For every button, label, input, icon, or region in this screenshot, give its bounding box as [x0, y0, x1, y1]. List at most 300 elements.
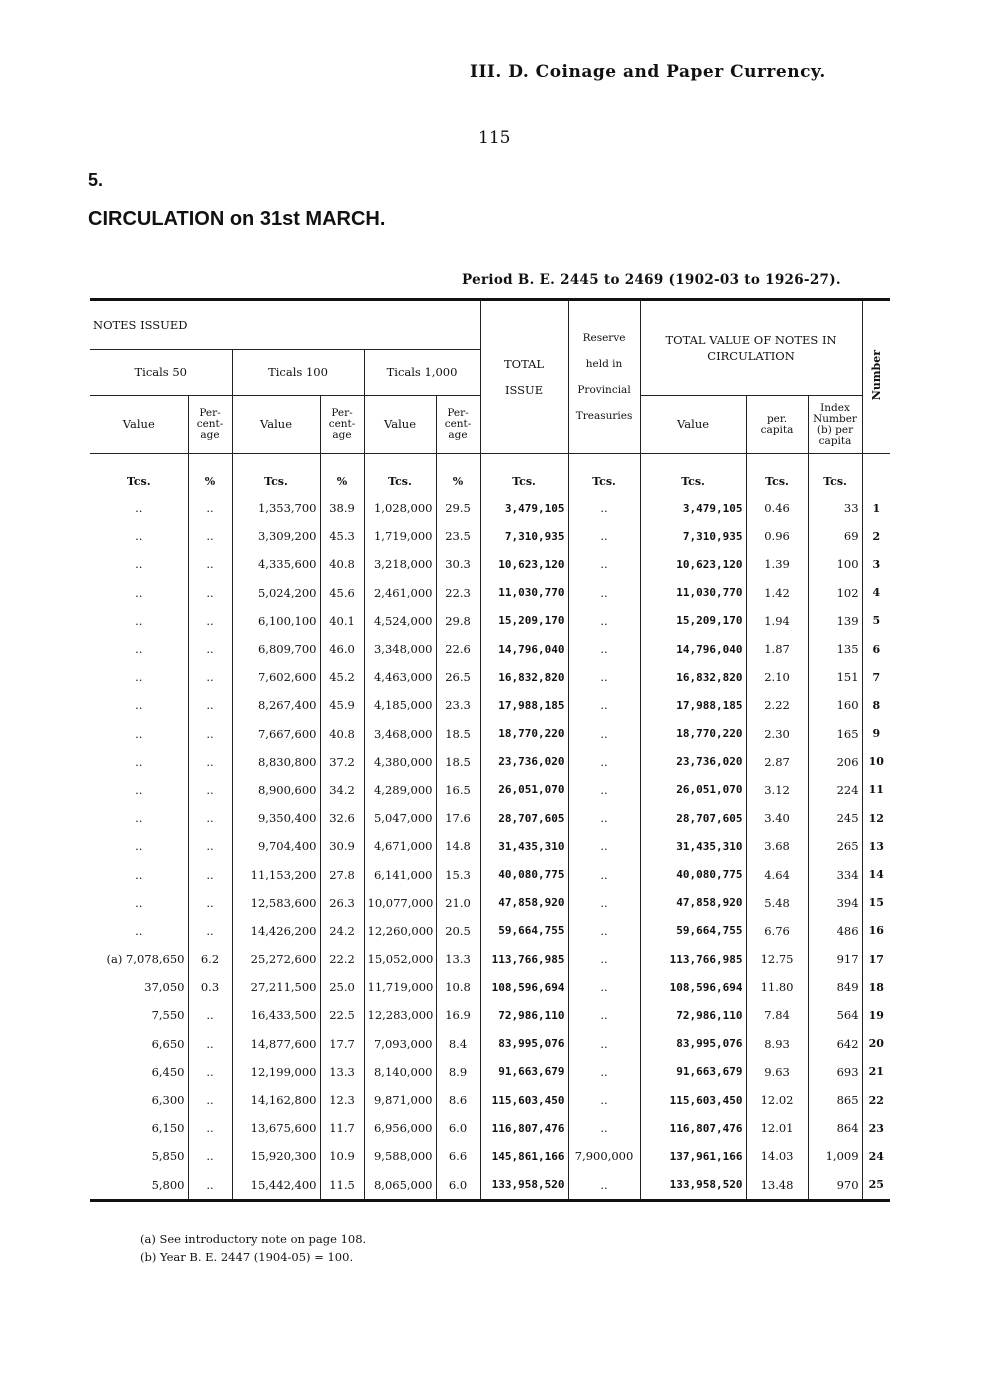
ticals-1000-percentage-cell: 8.6 — [436, 1086, 480, 1114]
ticals-100-percentage-cell: 13.3 — [320, 1058, 364, 1086]
ticals-100-percentage-cell: 38.9 — [320, 494, 364, 522]
ticals-1000-percentage-cell: 6.0 — [436, 1171, 480, 1201]
total-issue-cell: 31,435,310 — [480, 832, 568, 860]
reserve-cell: 7,900,000 — [568, 1142, 640, 1170]
index-number-cell: 245 — [808, 804, 862, 832]
per-capita-cell: 1.39 — [746, 550, 808, 578]
number-header — [862, 300, 890, 454]
ticals-50-percentage-cell: .. — [188, 1086, 232, 1114]
ticals-50-value-cell: .. — [135, 613, 143, 628]
ticals-100-value-cell: 14,162,800 — [232, 1086, 320, 1114]
per-capita-cell: 6.76 — [746, 917, 808, 945]
index-number-header: Index Number (b) per capita — [808, 396, 862, 454]
unit-cell: Tcs. — [480, 454, 568, 495]
unit-cell: Tcs. — [232, 454, 320, 495]
reserve-cell: .. — [568, 494, 640, 522]
index-number-cell: 69 — [808, 522, 862, 550]
ticals-1000-percentage-cell: 16.9 — [436, 1001, 480, 1029]
ticals-100-percentage-cell: 32.6 — [320, 804, 364, 832]
ticals-100-value-cell: 11,153,200 — [232, 860, 320, 888]
index-number-cell: 206 — [808, 748, 862, 776]
per-capita-cell: 9.63 — [746, 1058, 808, 1086]
per-capita-cell: 7.84 — [746, 1001, 808, 1029]
ticals-1000-value-cell: 12,283,000 — [364, 1001, 436, 1029]
total-issue-cell: 26,051,070 — [480, 776, 568, 804]
reserve-cell: .. — [568, 1171, 640, 1201]
table-row — [90, 1171, 890, 1201]
number-label: Number — [869, 350, 883, 401]
index-number-cell: 100 — [808, 550, 862, 578]
per-capita-cell: 3.12 — [746, 776, 808, 804]
index-number-cell: 165 — [808, 720, 862, 748]
ticals-50-percentage-cell: .. — [188, 748, 232, 776]
ticals-100-value-cell: 12,583,600 — [232, 889, 320, 917]
ticals-100-percentage-cell: 10.9 — [320, 1142, 364, 1170]
ticals-50-value-cell: .. — [135, 642, 143, 657]
ticals-1000-value-cell: 4,380,000 — [364, 748, 436, 776]
ticals-50-value-cell: .. — [135, 782, 143, 797]
ticals-50-value-cell: .. — [135, 754, 143, 769]
per-capita-cell: 13.48 — [746, 1171, 808, 1201]
reserve-cell: .. — [568, 1058, 640, 1086]
ticals-100-percentage-cell: 30.9 — [320, 832, 364, 860]
ticals-100-value-cell: 8,900,600 — [232, 776, 320, 804]
table-row — [90, 804, 890, 832]
ticals-1000-percentage-cell: 29.5 — [436, 494, 480, 522]
circulation-value-cell: 59,664,755 — [640, 917, 746, 945]
circulation-value-cell: 116,807,476 — [640, 1114, 746, 1142]
total-value-label: TOTAL VALUE OF NOTES IN CIRCULATION — [665, 333, 837, 363]
per-capita-cell: 12.75 — [746, 945, 808, 973]
row-number-cell: 14 — [862, 860, 890, 888]
ticals-100-value-header: Value — [232, 396, 320, 454]
ticals-1000-percentage-cell: 18.5 — [436, 748, 480, 776]
unit-cell: Tcs. — [640, 454, 746, 495]
ticals-100-value-cell: 7,667,600 — [232, 720, 320, 748]
ticals-50-value-cell: 5,800 — [151, 1177, 185, 1192]
ticals-50-percentage-cell: .. — [188, 889, 232, 917]
index-number-cell: 33 — [808, 494, 862, 522]
row-number-cell: 7 — [862, 663, 890, 691]
ticals-50-value-cell: .. — [135, 585, 143, 600]
ticals-50-percentage-cell: .. — [188, 804, 232, 832]
reserve-header — [568, 300, 640, 454]
circulation-value-cell: 113,766,985 — [640, 945, 746, 973]
reserve-cell: .. — [568, 1114, 640, 1142]
row-number-cell: 22 — [862, 1086, 890, 1114]
unit-cell: Tcs. — [364, 454, 436, 495]
ticals-50-percentage-header: Per-cent-age — [188, 396, 232, 454]
table-row — [90, 663, 890, 691]
index-number-cell: 865 — [808, 1086, 862, 1114]
index-number-cell: 486 — [808, 917, 862, 945]
circulation-value-cell: 14,796,040 — [640, 635, 746, 663]
ticals-100-value-cell: 5,024,200 — [232, 579, 320, 607]
index-number-cell: 265 — [808, 832, 862, 860]
ticals-100-percentage-cell: 45.2 — [320, 663, 364, 691]
ticals-50-value-cell: .. — [135, 895, 143, 910]
index-number-cell: 135 — [808, 635, 862, 663]
row-number-cell: 24 — [862, 1142, 890, 1170]
total-issue-cell: 17,988,185 — [480, 691, 568, 719]
ticals-100-value-cell: 16,433,500 — [232, 1001, 320, 1029]
reserve-cell: .. — [568, 663, 640, 691]
reserve-cell: .. — [568, 889, 640, 917]
ticals-100-value-cell: 1,353,700 — [232, 494, 320, 522]
table-row — [90, 1114, 890, 1142]
total-issue-cell: 23,736,020 — [480, 748, 568, 776]
unit-cell: % — [320, 454, 364, 495]
per-capita-cell: 2.30 — [746, 720, 808, 748]
circulation-value-cell: 11,030,770 — [640, 579, 746, 607]
unit-cell: % — [188, 454, 232, 495]
table-row — [90, 607, 890, 635]
ticals-100-percentage-cell: 12.3 — [320, 1086, 364, 1114]
row-number-cell: 18 — [862, 973, 890, 1001]
ticals-1000-percentage-cell: 23.3 — [436, 691, 480, 719]
ticals-100-value-cell: 14,426,200 — [232, 917, 320, 945]
table-row — [90, 720, 890, 748]
ticals-1000-value-cell: 15,052,000 — [364, 945, 436, 973]
reserve-cell: .. — [568, 720, 640, 748]
ticals-1000-value-cell: 6,141,000 — [364, 860, 436, 888]
total-value-header — [640, 300, 862, 396]
ticals-1000-value-cell: 4,671,000 — [364, 832, 436, 860]
reserve-cell: .. — [568, 776, 640, 804]
row-number-cell: 13 — [862, 832, 890, 860]
ticals-100-percentage-cell: 37.2 — [320, 748, 364, 776]
ticals-100-percentage-cell: 34.2 — [320, 776, 364, 804]
circulation-value-cell: 28,707,605 — [640, 804, 746, 832]
per-capita-cell: 4.64 — [746, 860, 808, 888]
ticals-50-percentage-cell: .. — [188, 663, 232, 691]
row-number-cell: 6 — [862, 635, 890, 663]
ticals-50-percentage-cell: .. — [188, 776, 232, 804]
table-row — [90, 889, 890, 917]
ticals-1000-value-header: Value — [364, 396, 436, 454]
ticals-100-percentage-cell: 24.2 — [320, 917, 364, 945]
ticals-50-percentage-cell: .. — [188, 860, 232, 888]
total-issue-cell: 7,310,935 — [480, 522, 568, 550]
circulation-value-cell: 7,310,935 — [640, 522, 746, 550]
index-number-cell: 224 — [808, 776, 862, 804]
table-row — [90, 945, 890, 973]
table-body — [90, 494, 890, 1200]
index-number-cell: 394 — [808, 889, 862, 917]
per-capita-header: per. capita — [746, 396, 808, 454]
per-capita-cell: 0.46 — [746, 494, 808, 522]
circulation-value-cell: 31,435,310 — [640, 832, 746, 860]
per-capita-cell: 12.02 — [746, 1086, 808, 1114]
notes-issued-header: NOTES ISSUED — [90, 300, 480, 350]
total-issue-cell: 18,770,220 — [480, 720, 568, 748]
reserve-cell: .. — [568, 860, 640, 888]
ticals-100-percentage-cell: 45.6 — [320, 579, 364, 607]
ticals-50-value-cell: .. — [135, 698, 143, 713]
circulation-value-cell: 18,770,220 — [640, 720, 746, 748]
ticals-50-percentage-cell: 0.3 — [188, 973, 232, 1001]
per-capita-cell: 2.22 — [746, 691, 808, 719]
ticals-1000-percentage-cell: 15.3 — [436, 860, 480, 888]
per-capita-cell: 3.40 — [746, 804, 808, 832]
index-number-cell: 642 — [808, 1030, 862, 1058]
per-capita-cell: 2.10 — [746, 663, 808, 691]
ticals-100-percentage-cell: 25.0 — [320, 973, 364, 1001]
ticals-50-value-cell: .. — [135, 923, 143, 938]
ticals-50-value-cell: 6,300 — [151, 1093, 185, 1108]
ticals-50-percentage-cell: .. — [188, 579, 232, 607]
ticals-50-value-cell: 5,850 — [151, 1149, 185, 1164]
row-number-cell: 21 — [862, 1058, 890, 1086]
table-title: CIRCULATION on 31st MARCH. — [88, 208, 386, 230]
table-row — [90, 522, 890, 550]
ticals-1000-value-cell: 6,956,000 — [364, 1114, 436, 1142]
ticals-1000-percentage-cell: 22.6 — [436, 635, 480, 663]
table-row — [90, 860, 890, 888]
per-capita-cell: 1.42 — [746, 579, 808, 607]
ticals-100-percentage-cell: 26.3 — [320, 889, 364, 917]
row-number-cell: 19 — [862, 1001, 890, 1029]
row-number-cell: 11 — [862, 776, 890, 804]
ticals-50-percentage-cell: .. — [188, 607, 232, 635]
ticals-50-header: Ticals 50 — [90, 350, 232, 396]
circulation-value-cell: 108,596,694 — [640, 973, 746, 1001]
ticals-1000-percentage-cell: 10.8 — [436, 973, 480, 1001]
index-number-cell: 160 — [808, 691, 862, 719]
per-capita-cell: 3.68 — [746, 832, 808, 860]
ticals-1000-percentage-cell: 21.0 — [436, 889, 480, 917]
ticals-1000-percentage-cell: 26.5 — [436, 663, 480, 691]
table-row — [90, 1058, 890, 1086]
table-row — [90, 776, 890, 804]
ticals-1000-value-cell: 9,588,000 — [364, 1142, 436, 1170]
reserve-cell: .. — [568, 748, 640, 776]
circulation-value-cell: 133,958,520 — [640, 1171, 746, 1201]
ticals-100-percentage-cell: 40.1 — [320, 607, 364, 635]
row-number-cell: 3 — [862, 550, 890, 578]
circulation-value-cell: 83,995,076 — [640, 1030, 746, 1058]
ticals-1000-percentage-cell: 29.8 — [436, 607, 480, 635]
reserve-cell: .. — [568, 550, 640, 578]
total-issue-cell: 91,663,679 — [480, 1058, 568, 1086]
reserve-cell: .. — [568, 1001, 640, 1029]
per-capita-cell: 5.48 — [746, 889, 808, 917]
total-issue-cell: 15,209,170 — [480, 607, 568, 635]
ticals-50-value-cell: 6,150 — [151, 1121, 185, 1136]
ticals-1000-value-cell: 3,218,000 — [364, 550, 436, 578]
table-row — [90, 1001, 890, 1029]
section-number: 5. — [88, 170, 104, 190]
ticals-1000-percentage-cell: 6.0 — [436, 1114, 480, 1142]
row-number-cell: 20 — [862, 1030, 890, 1058]
row-number-cell: 17 — [862, 945, 890, 973]
index-number-cell: 334 — [808, 860, 862, 888]
ticals-100-percentage-cell: 27.8 — [320, 860, 364, 888]
total-issue-cell: 113,766,985 — [480, 945, 568, 973]
ticals-1000-value-cell: 11,719,000 — [364, 973, 436, 1001]
ticals-1000-percentage-cell: 20.5 — [436, 917, 480, 945]
ticals-50-percentage-cell: .. — [188, 635, 232, 663]
per-capita-cell: 0.96 — [746, 522, 808, 550]
ticals-1000-percentage-cell: 8.9 — [436, 1058, 480, 1086]
total-issue-cell: 72,986,110 — [480, 1001, 568, 1029]
period-label: Period B. E. 2445 to 2469 (1902-03 to 1926-27). — [462, 272, 841, 288]
reserve-label: Reserve held in Provincial Treasuries — [575, 332, 633, 422]
per-capita-cell: 1.87 — [746, 635, 808, 663]
reserve-cell: .. — [568, 691, 640, 719]
ticals-1000-percentage-cell: 18.5 — [436, 720, 480, 748]
ticals-50-value-cell: .. — [135, 811, 143, 826]
total-issue-header — [480, 300, 568, 454]
ticals-100-value-cell: 6,100,100 — [232, 607, 320, 635]
reserve-cell: .. — [568, 832, 640, 860]
ticals-100-value-cell: 3,309,200 — [232, 522, 320, 550]
index-number-cell: 917 — [808, 945, 862, 973]
ticals-50-value-cell: .. — [135, 670, 143, 685]
ticals-50-percentage-cell: .. — [188, 1001, 232, 1029]
ticals-100-percentage-cell: 11.7 — [320, 1114, 364, 1142]
unit-cell: Tcs. — [746, 454, 808, 495]
row-number-cell: 9 — [862, 720, 890, 748]
table-row — [90, 691, 890, 719]
ticals-1000-percentage-cell: 8.4 — [436, 1030, 480, 1058]
ticals-100-value-cell: 14,877,600 — [232, 1030, 320, 1058]
ticals-100-value-cell: 8,267,400 — [232, 691, 320, 719]
ticals-100-percentage-cell: 46.0 — [320, 635, 364, 663]
ticals-100-percentage-cell: 11.5 — [320, 1171, 364, 1201]
per-capita-cell: 14.03 — [746, 1142, 808, 1170]
reserve-cell: .. — [568, 917, 640, 945]
ticals-50-percentage-cell: .. — [188, 832, 232, 860]
total-issue-cell: 115,603,450 — [480, 1086, 568, 1114]
ticals-1000-value-cell: 1,028,000 — [364, 494, 436, 522]
ticals-100-value-cell: 8,830,800 — [232, 748, 320, 776]
ticals-50-percentage-cell: .. — [188, 1114, 232, 1142]
ticals-1000-percentage-cell: 16.5 — [436, 776, 480, 804]
reserve-cell: .. — [568, 973, 640, 1001]
ticals-1000-value-cell: 7,093,000 — [364, 1030, 436, 1058]
ticals-1000-value-cell: 8,140,000 — [364, 1058, 436, 1086]
unit-cell: % — [436, 454, 480, 495]
ticals-100-value-cell: 27,211,500 — [232, 973, 320, 1001]
per-capita-cell: 11.80 — [746, 973, 808, 1001]
row-number-cell: 5 — [862, 607, 890, 635]
table-row — [90, 973, 890, 1001]
circulation-value-cell: 3,479,105 — [640, 494, 746, 522]
ticals-50-value-cell: 37,050 — [144, 980, 185, 995]
ticals-100-percentage-cell: 22.2 — [320, 945, 364, 973]
row-number-cell: 1 — [862, 494, 890, 522]
circulation-value-cell: 40,080,775 — [640, 860, 746, 888]
ticals-50-value-cell: 6,650 — [151, 1036, 185, 1051]
circulation-value-cell: 23,736,020 — [640, 748, 746, 776]
ticals-100-value-cell: 13,675,600 — [232, 1114, 320, 1142]
unit-cell — [862, 454, 890, 495]
ticals-50-value-cell: .. — [135, 839, 143, 854]
ticals-1000-value-cell: 1,719,000 — [364, 522, 436, 550]
table-row — [90, 494, 890, 522]
table-row — [90, 1030, 890, 1058]
ticals-50-value-cell: .. — [135, 867, 143, 882]
ticals-1000-value-cell: 4,185,000 — [364, 691, 436, 719]
ticals-50-value-cell: (a) 7,078,650 — [106, 952, 185, 967]
ticals-50-value-cell: .. — [135, 529, 143, 544]
total-issue-cell: 116,807,476 — [480, 1114, 568, 1142]
ticals-100-percentage-cell: 45.9 — [320, 691, 364, 719]
section-header: III. D. Coinage and Paper Currency. — [470, 62, 826, 82]
ticals-100-value-cell: 15,442,400 — [232, 1171, 320, 1201]
reserve-cell: .. — [568, 635, 640, 663]
ticals-1000-percentage-cell: 23.5 — [436, 522, 480, 550]
table-row — [90, 1142, 890, 1170]
circulation-value-cell: 16,832,820 — [640, 663, 746, 691]
index-number-cell: 564 — [808, 1001, 862, 1029]
ticals-1000-percentage-cell: 22.3 — [436, 579, 480, 607]
circulation-table-wrap — [90, 298, 890, 1202]
ticals-50-value-cell: .. — [135, 557, 143, 572]
reserve-cell: .. — [568, 579, 640, 607]
total-issue-label: TOTAL ISSUE — [503, 357, 545, 397]
total-issue-cell: 16,832,820 — [480, 663, 568, 691]
ticals-50-value-header: Value — [90, 396, 188, 454]
table-row — [90, 550, 890, 578]
ticals-100-value-cell: 9,704,400 — [232, 832, 320, 860]
footnotes — [140, 1230, 366, 1266]
index-number-cell: 693 — [808, 1058, 862, 1086]
ticals-100-value-cell: 4,335,600 — [232, 550, 320, 578]
index-number-cell: 864 — [808, 1114, 862, 1142]
table-row — [90, 748, 890, 776]
total-issue-cell: 40,080,775 — [480, 860, 568, 888]
total-issue-cell: 83,995,076 — [480, 1030, 568, 1058]
total-issue-cell: 47,858,920 — [480, 889, 568, 917]
reserve-cell: .. — [568, 522, 640, 550]
ticals-1000-percentage-cell: 6.6 — [436, 1142, 480, 1170]
total-issue-cell: 3,479,105 — [480, 494, 568, 522]
ticals-50-percentage-cell: .. — [188, 1171, 232, 1201]
circulation-value-cell: 15,209,170 — [640, 607, 746, 635]
reserve-cell: .. — [568, 1030, 640, 1058]
ticals-50-value-cell: 7,550 — [151, 1008, 185, 1023]
ticals-50-percentage-cell: .. — [188, 494, 232, 522]
ticals-50-percentage-cell: .. — [188, 917, 232, 945]
circulation-value-header: Value — [640, 396, 746, 454]
reserve-cell: .. — [568, 804, 640, 832]
index-number-cell: 102 — [808, 579, 862, 607]
ticals-1000-percentage-cell: 30.3 — [436, 550, 480, 578]
ticals-50-percentage-cell: .. — [188, 1030, 232, 1058]
ticals-1000-value-cell: 5,047,000 — [364, 804, 436, 832]
row-number-cell: 2 — [862, 522, 890, 550]
ticals-50-percentage-cell: .. — [188, 1142, 232, 1170]
ticals-100-percentage-cell: 40.8 — [320, 720, 364, 748]
ticals-1000-percentage-cell: 17.6 — [436, 804, 480, 832]
unit-cell: Tcs. — [808, 454, 862, 495]
ticals-50-percentage-cell: .. — [188, 691, 232, 719]
circulation-value-cell: 72,986,110 — [640, 1001, 746, 1029]
row-number-cell: 4 — [862, 579, 890, 607]
index-number-cell: 139 — [808, 607, 862, 635]
total-issue-cell: 14,796,040 — [480, 635, 568, 663]
ticals-100-percentage-cell: 22.5 — [320, 1001, 364, 1029]
row-number-cell: 8 — [862, 691, 890, 719]
per-capita-cell: 1.94 — [746, 607, 808, 635]
circulation-value-cell: 26,051,070 — [640, 776, 746, 804]
total-issue-cell: 133,958,520 — [480, 1171, 568, 1201]
total-issue-cell: 28,707,605 — [480, 804, 568, 832]
ticals-1000-value-cell: 2,461,000 — [364, 579, 436, 607]
ticals-50-percentage-cell: .. — [188, 522, 232, 550]
